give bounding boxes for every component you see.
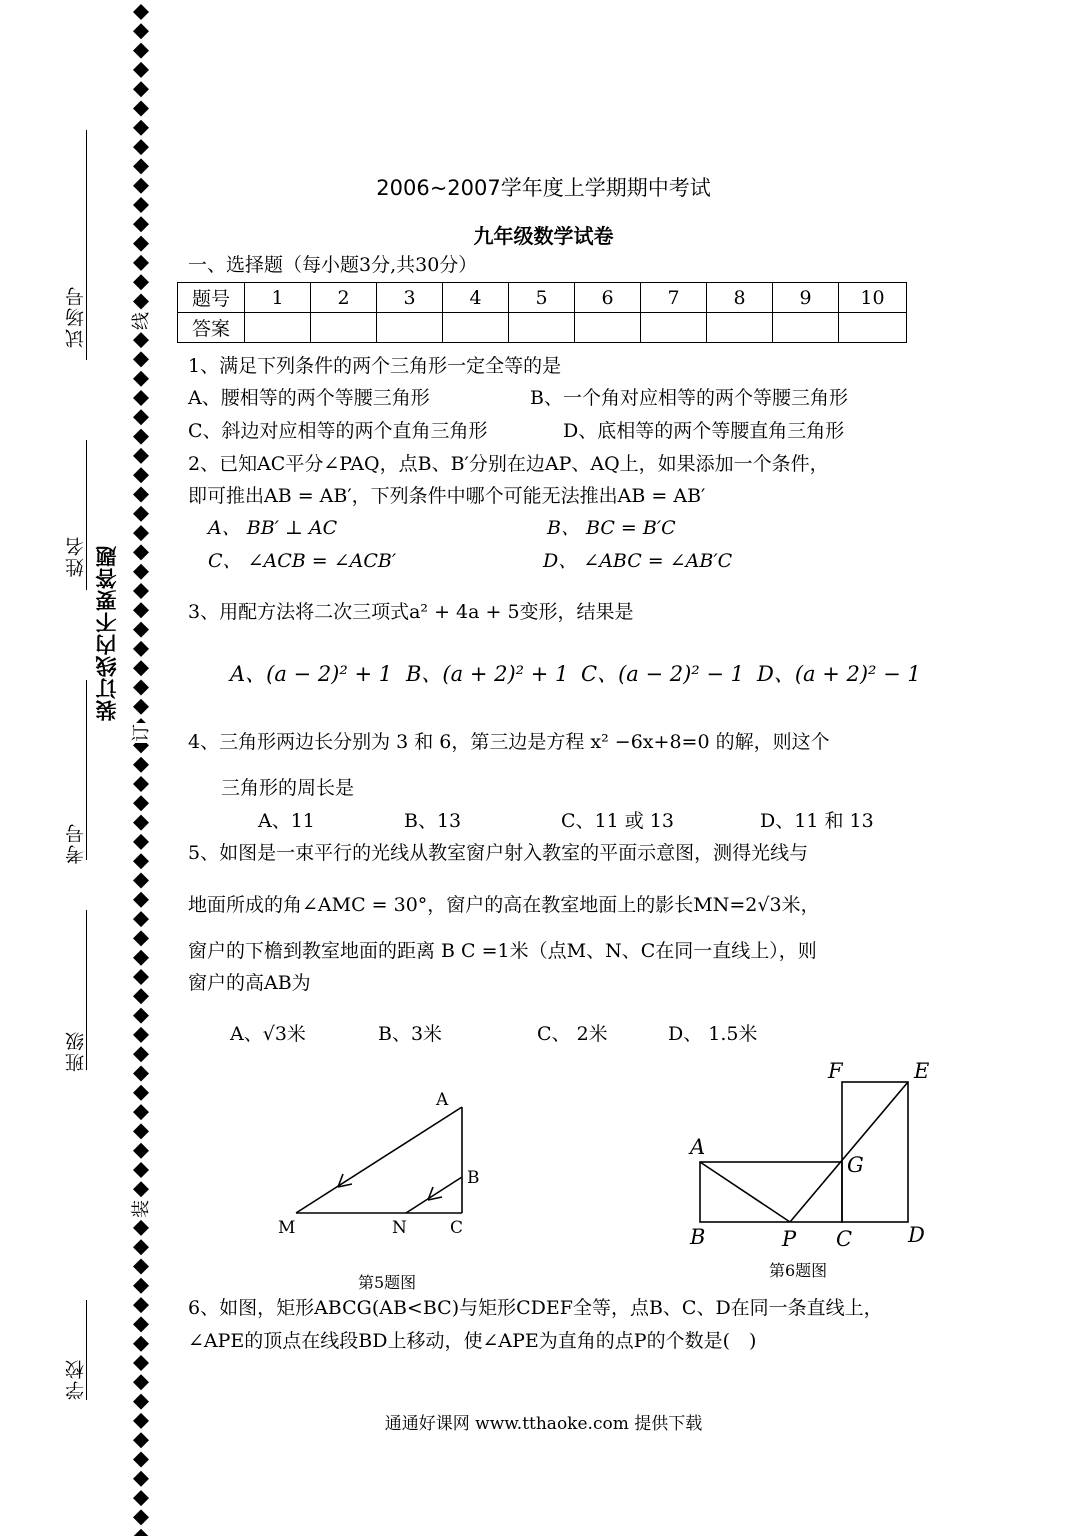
q2-option-d: D、 ∠ABC = ∠AB′C [543,550,733,572]
fig5-label-m: M [278,1218,296,1238]
answer-table-answer-row [178,313,907,343]
diamond-mark [133,274,149,290]
footer: 通通好课网 www.tthaoke.com 提供下载 [384,1414,703,1434]
diamond-mark [133,1027,149,1043]
table-number: 7 [641,283,707,313]
diamond-mark [133,1085,149,1101]
fig6-label-a: A [690,1135,706,1159]
diamond-mark [133,680,149,696]
diamond-mark [133,622,149,638]
diamond-mark [133,1104,149,1120]
fig6-label-p: P [782,1227,797,1251]
diamond-mark [133,62,149,78]
fig6-label-g: G [847,1153,864,1177]
q1-option-b: B、一个角对应相等的两个等腰三角形 [530,387,848,409]
class-label: 班级 [65,1030,87,1072]
exam-room-label: 试场号 [65,285,87,348]
table-number: 5 [509,283,575,313]
table-number: 10 [839,283,907,313]
answer-cell[interactable] [377,313,443,343]
q1-option-a: A、腰相等的两个等腰三角形 [188,387,430,409]
answer-cell[interactable] [773,313,839,343]
q3-stem: 3、用配方法将二次三项式a² + 4a + 5变形，结果是 [188,601,634,623]
q5-option-d: D、 1.5米 [668,1023,758,1045]
diamond-mark [133,950,149,966]
q4-stem-line1: 4、三角形两边长分别为 3 和 6，第三边是方程 x² −6x+8=0 的解，则这个 [188,731,830,753]
q4-option-c: C、11 或 13 [561,810,674,832]
q4-option-a: A、11 [258,810,315,832]
diamond-mark [133,1394,149,1410]
diamond-mark [133,390,149,406]
diamond-mark [133,641,149,657]
diamond-mark [133,1162,149,1178]
diamond-mark [133,1181,149,1197]
q4-stem-line2: 三角形的周长是 [221,777,355,799]
diamond-mark [133,1297,149,1313]
q5-stem-line3: 窗户的下檐到教室地面的距离 B C =1米（点M、N、C在同一直线上），则 [188,940,817,962]
q3-option-c: C、(a − 2)² − 1 [581,662,745,686]
binding-note: 装订线内不要答题 [95,545,119,721]
fig6-label-f: F [828,1059,843,1083]
strip-char-ding: 订 [131,724,152,742]
fig5-label-b: B [467,1168,480,1188]
exam-number-label: 考号 [65,822,87,864]
figure-6 [680,1052,950,1252]
diamond-mark [133,564,149,580]
school-label: 学校 [65,1358,87,1400]
diamond-mark [133,1066,149,1082]
exam-title: 2006~2007学年度上学期期中考试 [376,176,711,200]
diamond-mark [133,120,149,136]
diamond-mark [133,255,149,271]
diamond-mark [133,1143,149,1159]
diamond-mark [133,1220,149,1236]
diamond-mark [133,101,149,117]
diamond-mark [133,351,149,367]
diamond-mark [133,409,149,425]
diamond-mark [133,815,149,831]
diamond-mark [133,1432,149,1448]
diamond-mark [133,448,149,464]
answer-cell[interactable] [641,313,707,343]
q4-option-b: B、13 [404,810,462,832]
diamond-mark [133,1046,149,1062]
diamond-mark [133,1355,149,1371]
diamond-mark [133,525,149,541]
answer-table-number-row [178,283,907,313]
diamond-mark [133,930,149,946]
q1-option-d: D、底相等的两个等腰直角三角形 [563,420,845,442]
diamond-mark [133,795,149,811]
diamond-mark [133,873,149,889]
answer-cell[interactable] [311,313,377,343]
diamond-mark [133,332,149,348]
diamond-mark [133,1259,149,1275]
diamond-mark [133,1529,149,1536]
q5-stem-line2: 地面所成的角∠AMC = 30°，窗户的高在教室地面上的影长MN=2√3米， [188,894,820,916]
q5-stem-line4: 窗户的高AB为 [188,972,311,994]
fig6-label-c: C [836,1227,853,1251]
table-number: 8 [707,283,773,313]
diamond-mark [133,294,149,310]
q2-option-c: C、 ∠ACB = ∠ACB′ [208,550,397,572]
diamond-mark [133,429,149,445]
table-label-number: 题号 [178,283,245,313]
fig5-label-n: N [392,1218,407,1238]
fig6-label-b: B [690,1225,706,1249]
strip-char-zhuang: 装 [131,1200,152,1218]
q2-stem-line1: 2、已知AC平分∠PAQ，点B、B′分别在边AP、AQ上，如果添加一个条件， [188,453,829,475]
table-number: 2 [311,283,377,313]
q5-stem-line1: 5、如图是一束平行的光线从教室窗户射入教室的平面示意图，测得光线与 [188,842,809,864]
name-label: 姓名 [65,535,87,577]
diamond-mark [133,43,149,59]
table-number: 9 [773,283,839,313]
q4-option-d: D、11 和 13 [760,810,874,832]
diamond-mark [133,853,149,869]
diamond-mark [133,1336,149,1352]
q2-stem-line2: 即可推出AB = AB′，下列条件中哪个可能无法推出AB = AB′ [188,485,706,507]
fig6-rect-abcg [700,1162,842,1222]
q2-option-b: B、 BC = B′C [547,517,676,539]
diamond-mark [133,911,149,927]
fig6-rect-cdef [842,1082,908,1222]
diamond-mark [133,776,149,792]
diamond-mark [133,1452,149,1468]
diamond-mark [133,892,149,908]
q3-option-b: B、(a + 2)² + 1 [406,662,569,686]
diamond-mark [133,81,149,97]
table-number: 4 [443,283,509,313]
answer-cell[interactable] [245,313,311,343]
diamond-mark [133,467,149,483]
fig6-label-e: E [914,1059,930,1083]
fig5-label-a: A [436,1090,449,1110]
diamond-mark [133,4,149,20]
diamond-mark [133,1316,149,1332]
table-number: 1 [245,283,311,313]
q1-option-c: C、斜边对应相等的两个直角三角形 [188,420,488,442]
answer-cell[interactable] [575,313,641,343]
diamond-mark [133,1239,149,1255]
answer-cell[interactable] [707,313,773,343]
fig6-label-d: D [908,1223,925,1247]
figure-5-caption: 第5题图 [358,1273,417,1292]
diamond-mark [133,1278,149,1294]
diamond-mark [133,1490,149,1506]
diamond-mark [133,1509,149,1525]
diamond-mark [133,139,149,155]
figure-6-caption: 第6题图 [769,1261,828,1280]
q5-option-a: A、√3米 [230,1023,306,1045]
diamond-mark [133,757,149,773]
diamond-mark [133,487,149,503]
diamond-mark [133,371,149,387]
q1-stem: 1、满足下列条件的两个三角形一定全等的是 [188,355,562,377]
table-number: 6 [575,283,641,313]
strip-char-xian: 线 [131,312,152,330]
diamond-mark [133,506,149,522]
diamond-mark [133,1123,149,1139]
fig5-label-c: C [450,1218,464,1238]
diamond-mark [133,834,149,850]
table-label-answer: 答案 [178,313,245,343]
answer-table [177,282,907,343]
fig6-line-pe [790,1082,908,1222]
answer-cell[interactable] [443,313,509,343]
q2-option-a: A、 BB′ ⊥ AC [208,517,338,539]
section-heading: 一、选择题（每小题3分,共30分） [188,254,478,276]
diamond-mark [133,23,149,39]
answer-cell[interactable] [839,313,907,343]
q3-option-d: D、(a + 2)² − 1 [757,662,921,686]
q6-stem-line2: ∠APE的顶点在线段BD上移动，使∠APE为直角的点P的个数是( ) [188,1330,757,1352]
diamond-mark [133,1471,149,1487]
diamond-mark [133,969,149,985]
diamond-mark [133,583,149,599]
diamond-mark [133,1008,149,1024]
q3-option-a: A、(a − 2)² + 1 [230,662,393,686]
diamond-mark [133,544,149,560]
answer-cell[interactable] [509,313,575,343]
figure-5 [260,1085,500,1255]
q5-option-b: B、3米 [378,1023,443,1045]
exam-subtitle: 九年级数学试卷 [473,224,614,248]
fig6-line-ap [700,1162,790,1222]
diamond-mark [133,988,149,1004]
diamond-mark [133,699,149,715]
fig5-ray-bn [406,1177,462,1213]
q6-stem-line1: 6、如图，矩形ABCG(AB<BC)与矩形CDEF全等，点B、C、D在同一条直线上， [188,1297,883,1319]
table-number: 3 [377,283,443,313]
fig5-ray-am [296,1107,462,1213]
q5-option-c: C、 2米 [537,1023,608,1045]
diamond-mark [133,602,149,618]
diamond-mark [133,1374,149,1390]
diamond-mark [133,660,149,676]
